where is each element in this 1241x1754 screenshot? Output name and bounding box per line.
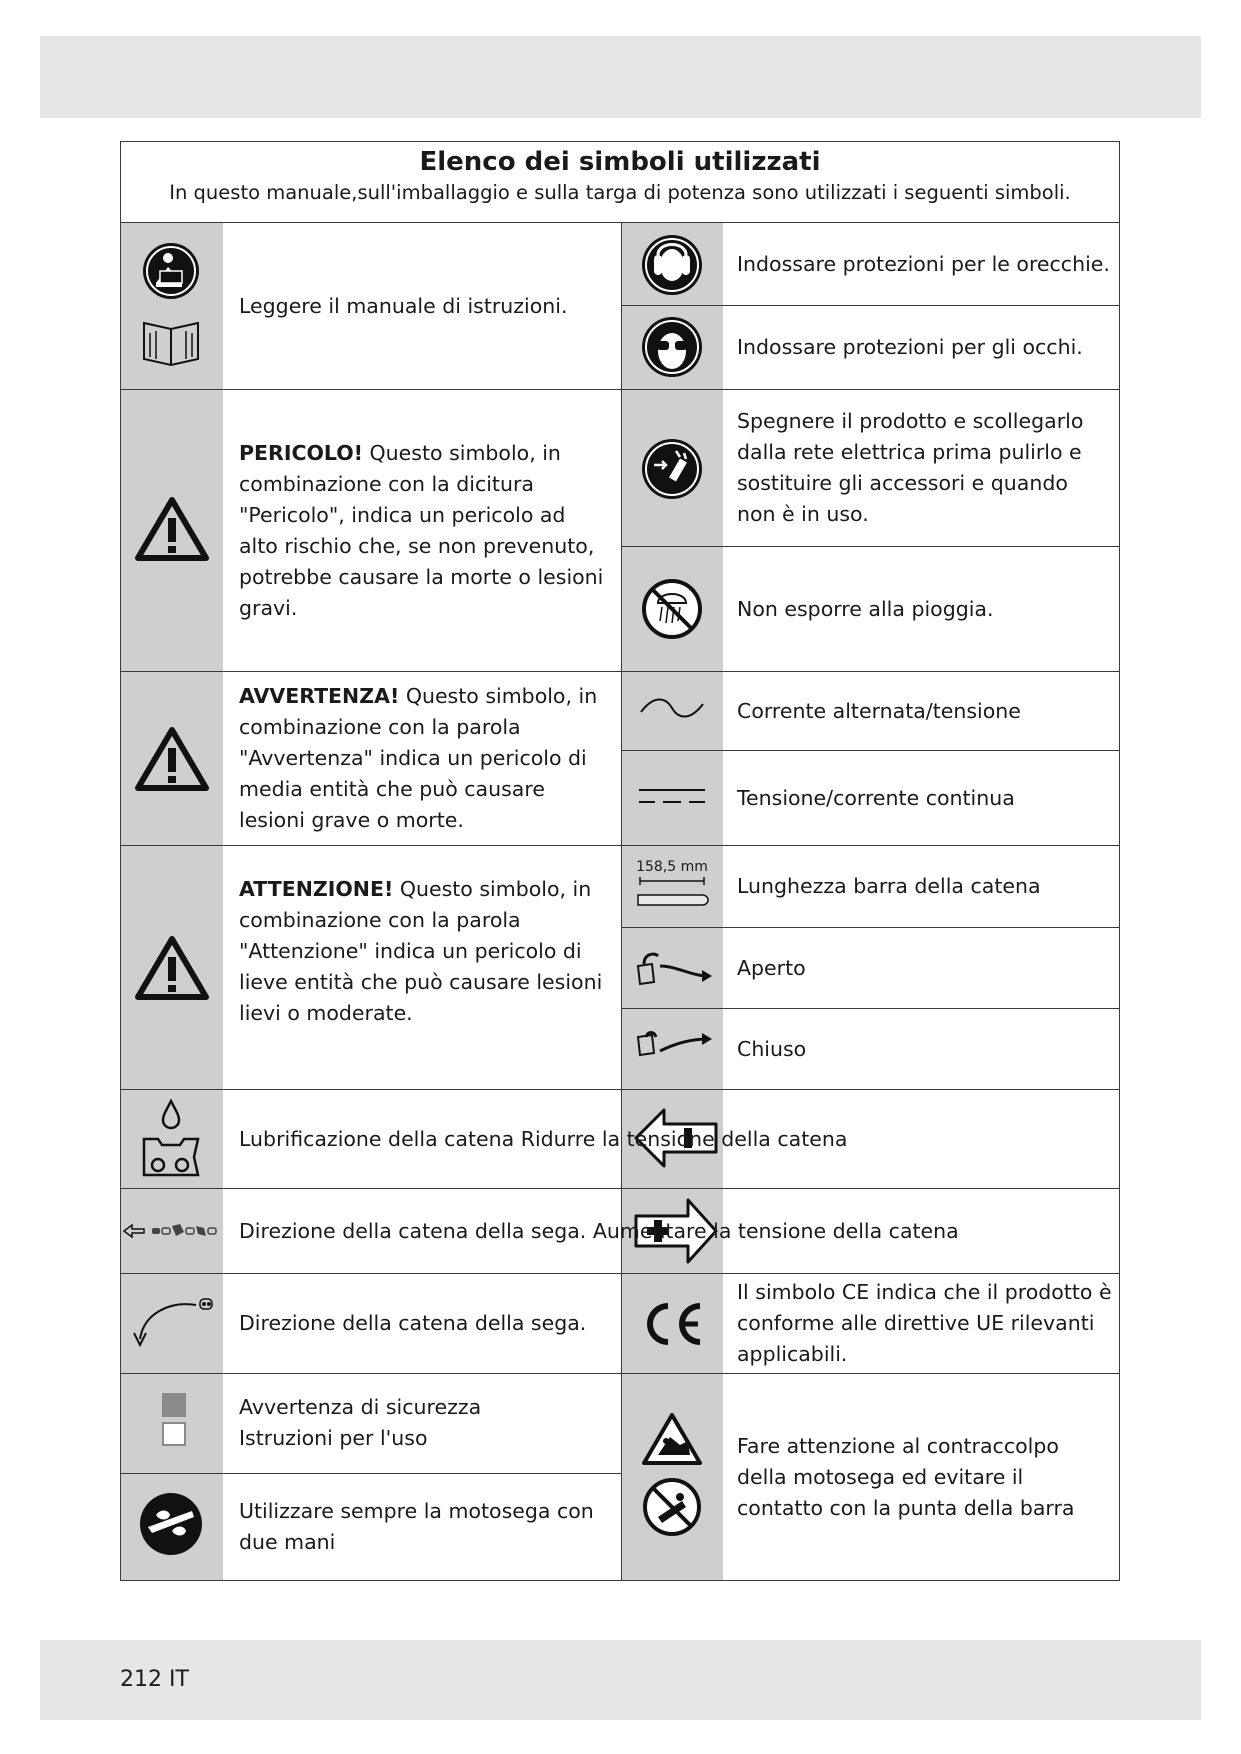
page-title: Elenco dei simboli utilizzati: [419, 147, 821, 177]
danger-label: PERICOLO!: [239, 440, 364, 465]
open-text: Aperto: [737, 955, 806, 980]
ear-protection-icon: [640, 233, 704, 297]
read-manual-text: Leggere il manuale di istruzioni.: [239, 293, 568, 318]
instructions-text: Istruzioni per l'uso: [239, 1426, 428, 1450]
dc-text: Tensione/corrente continua: [737, 785, 1015, 810]
page-number: 212 IT: [120, 1667, 189, 1692]
table-header: [120, 141, 1120, 204]
warning-description: Questo simbolo, in combinazione con la parola "Avvertenza" indica un pericolo di media entità che può causare lesioni grave o morte.: [239, 684, 598, 832]
closed-text: Chiuso: [737, 1036, 807, 1061]
kickback-text: Fare attenzione al contraccolpo della motosega ed evitare il contatto con la punta della barra: [737, 1433, 1075, 1520]
warning-label: AVVERTENZA!: [239, 684, 400, 708]
no-rain-icon: [640, 577, 704, 641]
danger-warning-icon: [135, 496, 209, 562]
unplug-text: Spegnere il prodotto e scollegarlo dalla rete elettrica prima pulirlo e sostituire gli accessori e quando non è in uso.: [737, 409, 1084, 526]
read-manual-icon: [138, 241, 204, 371]
ac-text: Corrente alternata/tensione: [737, 698, 1021, 723]
symbols-table: [120, 141, 1120, 1581]
danger-text: [239, 390, 609, 671]
instructions-square-icon: [162, 1422, 186, 1446]
footer-band: [40, 1640, 1201, 1720]
warning-icon: [135, 726, 209, 792]
bar-length-text: Lunghezza barra della catena: [737, 874, 1041, 898]
chain-direction-icon: [122, 1216, 222, 1246]
kickback-warning-icon: [640, 1411, 704, 1467]
eye-protection-text: Indossare protezioni per gli occhi.: [737, 335, 1083, 359]
safety-square-icon: [162, 1393, 186, 1417]
caution-label: ATTENZIONE!: [239, 876, 394, 901]
ce-text: Il simbolo CE indica che il prodotto è conforme alle direttive UE rilevanti applicabili.: [737, 1280, 1112, 1366]
caution-icon: [135, 935, 209, 1001]
caution-description: Questo simbolo, in combinazione con la parola "Attenzione" indica un pericolo di lieve entità che può causare lesioni lievi o moderate.: [239, 876, 603, 1025]
closed-icon: [632, 1023, 716, 1063]
danger-description: Questo simbolo, in combinazione con la dicitura "Pericolo", indica un pericolo ad alto rischio che, se non prevenuto, potrebbe causare la morte o lesioni gravi.: [239, 440, 604, 620]
header-band: [40, 36, 1201, 118]
safety-warning-text: Avvertenza di sicurezza: [239, 1395, 482, 1419]
safety-instructions-text: [239, 1381, 609, 1465]
dc-current-icon: [637, 786, 707, 806]
two-hands-icon: [138, 1491, 204, 1557]
unplug-icon: [640, 437, 704, 501]
warning-text: [239, 672, 609, 845]
left-icon-column: [121, 223, 223, 1580]
bar-length-icon: [630, 859, 714, 909]
no-rain-text: Non esporre alla pioggia.: [737, 596, 994, 621]
chain-direction-text-2: Direzione della catena della sega.: [239, 1311, 587, 1335]
chain-lubrication-icon: [138, 1099, 204, 1181]
chain-curve-direction-icon: [126, 1289, 218, 1351]
page-subtitle: In questo manuale,sull'imballaggio e sulla targa di potenza sono utilizzati i seguenti simboli.: [169, 181, 1071, 204]
two-hands-text: Utilizzare sempre la motosega con due mani: [239, 1499, 594, 1554]
ear-protection-text: Indossare protezioni per le orecchie.: [737, 251, 1110, 276]
bar-length-value: 158,5 mm: [636, 859, 708, 875]
lubrication-text: Lubrificazione della catena Ridurre la tensione della catena: [239, 1126, 848, 1151]
caution-text: [239, 846, 609, 1056]
ac-current-icon: [637, 696, 707, 720]
ce-mark-icon: [640, 1296, 704, 1352]
no-tip-contact-icon: [640, 1475, 704, 1539]
open-icon: [632, 946, 716, 990]
eye-protection-icon: [640, 315, 704, 379]
chain-direction-text-1: Direzione della catena della sega. Aumentare la tensione della catena: [239, 1218, 959, 1243]
